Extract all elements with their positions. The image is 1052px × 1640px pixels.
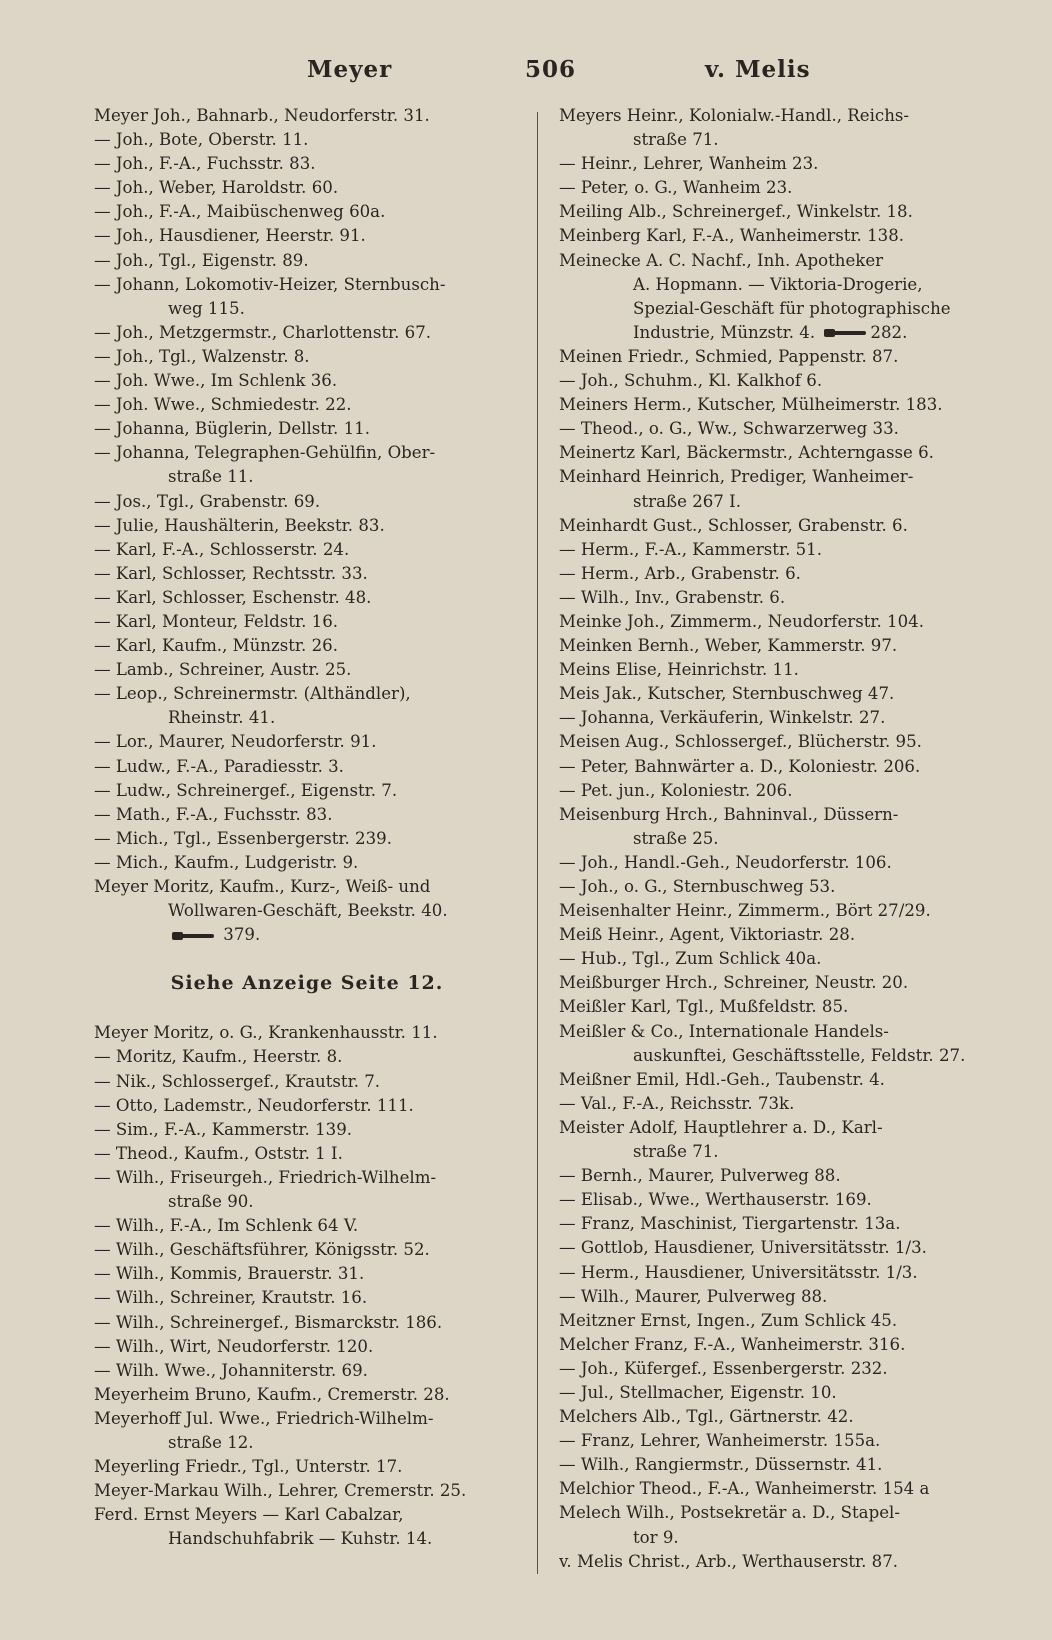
directory-entry bbox=[559, 562, 991, 586]
entry-text: straße 71. bbox=[633, 1142, 719, 1162]
directory-entry bbox=[94, 1503, 520, 1527]
directory-entry bbox=[559, 1188, 991, 1212]
entry-text: — Peter, o. G., Wanheim 23. bbox=[559, 178, 793, 198]
directory-entry bbox=[559, 1477, 991, 1501]
entry-text: — Herm., Hausdiener, Universitätsstr. 1/3. bbox=[559, 1262, 918, 1282]
entry-text: — Ludw., Schreinergef., Eigenstr. 7. bbox=[94, 780, 398, 800]
entry-text: — Bernh., Maurer, Pulverweg 88. bbox=[559, 1166, 841, 1186]
directory-entry bbox=[559, 1212, 991, 1236]
entry-text: — Joh., Hausdiener, Heerstr. 91. bbox=[94, 226, 366, 246]
directory-entry bbox=[559, 682, 991, 706]
directory-entry bbox=[94, 562, 520, 586]
entry-text: — Franz, Maschinist, Tiergartenstr. 13a. bbox=[559, 1214, 901, 1234]
directory-entry bbox=[94, 1070, 520, 1094]
entry-continuation bbox=[559, 490, 991, 514]
directory-entry bbox=[94, 803, 520, 827]
directory-entry bbox=[559, 1429, 991, 1453]
directory-entry bbox=[559, 152, 991, 176]
entry-continuation bbox=[559, 827, 991, 851]
entry-text: — Jul., Stellmacher, Eigenstr. 10. bbox=[559, 1382, 837, 1402]
directory-entry bbox=[559, 947, 991, 971]
directory-entry bbox=[94, 1479, 520, 1503]
directory-entry bbox=[94, 730, 520, 754]
entry-text: Meyerheim Bruno, Kaufm., Cremerstr. 28. bbox=[94, 1384, 450, 1404]
directory-entry bbox=[94, 369, 520, 393]
entry-text: Meisenhalter Heinr., Zimmerm., Bört 27/29. bbox=[559, 901, 931, 921]
directory-entry bbox=[559, 1020, 991, 1044]
entry-text: straße 71. bbox=[633, 130, 719, 150]
entry-text: Ferd. Ernst Meyers — Karl Cabalzar, bbox=[94, 1505, 404, 1525]
directory-entry bbox=[559, 249, 991, 273]
directory-entry bbox=[559, 610, 991, 634]
entry-text: — Herm., F.-A., Kammerstr. 51. bbox=[559, 539, 823, 559]
entry-text: — Wilh., Rangiermstr., Düssernstr. 41. bbox=[559, 1455, 883, 1475]
directory-entry bbox=[94, 1094, 520, 1118]
directory-entry bbox=[94, 1383, 520, 1407]
directory-entry bbox=[94, 1359, 520, 1383]
directory-entry bbox=[94, 1238, 520, 1262]
directory-entry bbox=[559, 1453, 991, 1477]
entry-text: — Wilh., Schreiner, Krautstr. 16. bbox=[94, 1288, 368, 1308]
directory-entry bbox=[559, 706, 991, 730]
directory-entry bbox=[559, 1381, 991, 1405]
directory-entry bbox=[559, 465, 991, 489]
directory-entry bbox=[94, 273, 520, 297]
telephone-icon bbox=[824, 328, 866, 338]
directory-entry bbox=[94, 1311, 520, 1335]
directory-entry bbox=[559, 176, 991, 200]
entry-text: — Karl, F.-A., Schlosserstr. 24. bbox=[94, 539, 350, 559]
left-column bbox=[94, 104, 520, 1551]
entry-text: Meiners Herm., Kutscher, Mülheimerstr. 183. bbox=[559, 395, 943, 415]
directory-entry bbox=[559, 1357, 991, 1381]
entry-text: straße 267 I. bbox=[633, 491, 741, 511]
entry-text: — Joh., Metzgermstr., Charlottenstr. 67. bbox=[94, 322, 432, 342]
directory-entry bbox=[559, 995, 991, 1019]
entry-continuation bbox=[559, 1526, 991, 1550]
entry-continuation bbox=[94, 1527, 520, 1551]
directory-entry bbox=[559, 1550, 991, 1574]
directory-entry bbox=[559, 755, 991, 779]
entry-text: — Joh., F.-A., Fuchsstr. 83. bbox=[94, 154, 316, 174]
entry-continuation bbox=[559, 128, 991, 152]
entry-text: — Joh., Tgl., Walzenstr. 8. bbox=[94, 346, 310, 366]
entry-text: — Joh., Tgl., Eigenstr. 89. bbox=[94, 250, 309, 270]
entry-text: — Wilh., Friseurgeh., Friedrich-Wilhelm- bbox=[94, 1167, 437, 1187]
phone-number: 379. bbox=[218, 925, 261, 945]
advertisement-notice: Siehe Anzeige Seite 12. bbox=[170, 972, 444, 995]
directory-entry bbox=[559, 1236, 991, 1260]
entry-continuation bbox=[559, 297, 991, 321]
directory-entry bbox=[94, 851, 520, 875]
entry-continuation bbox=[559, 321, 991, 345]
entry-text: Meiling Alb., Schreinergef., Winkelstr. 18. bbox=[559, 202, 913, 222]
directory-entry bbox=[559, 851, 991, 875]
directory-entry bbox=[559, 393, 991, 417]
entry-text: — Wilh., Wirt, Neudorferstr. 120. bbox=[94, 1336, 374, 1356]
directory-entry bbox=[94, 224, 520, 248]
directory-entry bbox=[94, 586, 520, 610]
directory-entry bbox=[559, 1092, 991, 1116]
entry-text: — Otto, Lademstr., Neudorferstr. 111. bbox=[94, 1095, 414, 1115]
entry-text: straße 11. bbox=[168, 467, 254, 487]
entry-text: — Karl, Schlosser, Eschenstr. 48. bbox=[94, 587, 372, 607]
entry-text: v. Melis Christ., Arb., Werthauserstr. 87. bbox=[559, 1551, 899, 1571]
directory-entry bbox=[559, 538, 991, 562]
entry-text: — Gottlob, Hausdiener, Universitätsstr. 1/3. bbox=[559, 1238, 927, 1258]
entry-text: Spezial-Geschäft für photographische bbox=[633, 298, 951, 318]
right-column bbox=[559, 104, 991, 1574]
entry-text: — Johanna, Büglerin, Dellstr. 11. bbox=[94, 419, 370, 439]
directory-entry bbox=[559, 1116, 991, 1140]
directory-entry bbox=[559, 586, 991, 610]
entry-text: Meinke Joh., Zimmerm., Neudorferstr. 104. bbox=[559, 611, 924, 631]
directory-entry bbox=[94, 1142, 520, 1166]
directory-entry bbox=[94, 1455, 520, 1479]
directory-entry bbox=[94, 1166, 520, 1190]
directory-entry bbox=[559, 441, 991, 465]
entry-text: — Wilh., Geschäftsführer, Königsstr. 52. bbox=[94, 1240, 430, 1260]
entry-text: — Johann, Lokomotiv-Heizer, Sternbusch- bbox=[94, 274, 446, 294]
directory-entry bbox=[94, 610, 520, 634]
entry-text: — Wilh., Maurer, Pulverweg 88. bbox=[559, 1286, 828, 1306]
entry-text: Meinberg Karl, F.-A., Wanheimerstr. 138. bbox=[559, 226, 905, 246]
directory-entry bbox=[559, 634, 991, 658]
entry-text: — Jos., Tgl., Grabenstr. 69. bbox=[94, 491, 321, 511]
entry-text: Handschuhfabrik — Kuhstr. 14. bbox=[168, 1529, 433, 1549]
entry-text: Meißburger Hrch., Schreiner, Neustr. 20. bbox=[559, 973, 909, 993]
entry-text: — Joh. Wwe., Schmiedestr. 22. bbox=[94, 395, 352, 415]
directory-entry bbox=[94, 321, 520, 345]
directory-entry bbox=[94, 490, 520, 514]
entry-text: — Joh., Bote, Oberstr. 11. bbox=[94, 130, 309, 150]
directory-entry bbox=[559, 417, 991, 441]
directory-entry bbox=[94, 1118, 520, 1142]
entry-text: — Karl, Monteur, Feldstr. 16. bbox=[94, 611, 339, 631]
entry-text: — Joh. Wwe., Im Schlenk 36. bbox=[94, 371, 338, 391]
entry-text: — Mich., Tgl., Essenbergerstr. 239. bbox=[94, 828, 392, 848]
directory-entry bbox=[559, 803, 991, 827]
entry-text: — Wilh., Inv., Grabenstr. 6. bbox=[559, 587, 786, 607]
entry-text: Meyer Moritz, Kaufm., Kurz-, Weiß- und bbox=[94, 877, 431, 896]
entry-text: Meister Adolf, Hauptlehrer a. D., Karl- bbox=[559, 1117, 883, 1137]
directory-entry bbox=[94, 1335, 520, 1359]
phone-number: 282. bbox=[870, 322, 908, 342]
directory-entry bbox=[559, 224, 991, 248]
directory-entry bbox=[559, 875, 991, 899]
entry-text: Meyerling Friedr., Tgl., Unterstr. 17. bbox=[94, 1457, 403, 1477]
entry-continuation bbox=[559, 1044, 991, 1068]
entry-text: Meyers Heinr., Kolonialw.-Handl., Reichs- bbox=[559, 106, 910, 125]
entry-text: straße 90. bbox=[168, 1192, 254, 1212]
directory-entry bbox=[94, 1262, 520, 1286]
directory-entry bbox=[559, 1405, 991, 1429]
directory-entry bbox=[559, 1333, 991, 1357]
entry-text: — Peter, Bahnwärter a. D., Koloniestr. 206. bbox=[559, 756, 921, 776]
directory-entry bbox=[559, 923, 991, 947]
entry-text: — Julie, Haushälterin, Beekstr. 83. bbox=[94, 515, 385, 535]
directory-entry bbox=[559, 1309, 991, 1333]
running-head-left: Meyer bbox=[307, 56, 393, 83]
entry-text: straße 12. bbox=[168, 1432, 254, 1452]
entry-continuation bbox=[94, 297, 520, 321]
entry-continuation bbox=[94, 465, 520, 489]
entry-text: tor 9. bbox=[633, 1527, 679, 1547]
directory-entry bbox=[559, 514, 991, 538]
entry-text: Meis Jak., Kutscher, Sternbuschweg 47. bbox=[559, 684, 895, 704]
entry-text: A. Hopmann. — Viktoria-Drogerie, bbox=[633, 274, 923, 294]
entry-text: — Elisab., Wwe., Werthauserstr. 169. bbox=[559, 1190, 872, 1210]
entry-text: — Wilh. Wwe., Johanniterstr. 69. bbox=[94, 1360, 368, 1380]
entry-text: Meyerhoff Jul. Wwe., Friedrich-Wilhelm- bbox=[94, 1408, 434, 1428]
entry-text: Meiß Heinr., Agent, Viktoriastr. 28. bbox=[559, 925, 856, 945]
directory-entry bbox=[559, 1164, 991, 1188]
entry-text: Meißler Karl, Tgl., Mußfeldstr. 85. bbox=[559, 997, 849, 1017]
entry-text: — Nik., Schlossergef., Krautstr. 7. bbox=[94, 1071, 381, 1091]
directory-entry bbox=[559, 200, 991, 224]
directory-entry bbox=[559, 369, 991, 393]
entry-text: Melcher Franz, F.-A., Wanheimerstr. 316. bbox=[559, 1334, 906, 1354]
entry-text: — Johanna, Verkäuferin, Winkelstr. 27. bbox=[559, 708, 886, 728]
entry-text: — Math., F.-A., Fuchsstr. 83. bbox=[94, 804, 333, 824]
directory-entry bbox=[94, 1021, 520, 1045]
directory-entry bbox=[94, 1045, 520, 1069]
entry-text: Meisenburg Hrch., Bahninval., Düssern- bbox=[559, 804, 899, 824]
entry-text: — Heinr., Lehrer, Wanheim 23. bbox=[559, 154, 819, 174]
directory-entry bbox=[559, 730, 991, 754]
directory-entry bbox=[94, 875, 520, 899]
entry-text: — Wilh., Schreinergef., Bismarckstr. 186. bbox=[94, 1312, 443, 1332]
phone-number-line bbox=[94, 923, 520, 947]
directory-entry bbox=[94, 634, 520, 658]
entry-text: — Leop., Schreinermstr. (Althändler), bbox=[94, 684, 411, 704]
entry-text: Meinecke A. C. Nachf., Inh. Apotheker bbox=[559, 250, 884, 270]
directory-entry bbox=[559, 1501, 991, 1525]
page-number: 506 bbox=[525, 56, 577, 83]
entry-text: Rheinstr. 41. bbox=[168, 708, 276, 728]
entry-text: — Joh., Weber, Haroldstr. 60. bbox=[94, 178, 339, 198]
entry-text: — Joh., o. G., Sternbuschweg 53. bbox=[559, 877, 836, 896]
directory-entry bbox=[94, 1286, 520, 1310]
directory-entry bbox=[94, 827, 520, 851]
directory-entry bbox=[559, 971, 991, 995]
directory-entry bbox=[94, 200, 520, 224]
directory-entry bbox=[94, 128, 520, 152]
entry-text: Melech Wilh., Postsekretär a. D., Stapel- bbox=[559, 1503, 900, 1523]
entry-text: Meinen Friedr., Schmied, Pappenstr. 87. bbox=[559, 346, 899, 366]
entry-text: — Pet. jun., Koloniestr. 206. bbox=[559, 780, 793, 800]
entry-text: — Joh., Handl.-Geh., Neudorferstr. 106. bbox=[559, 852, 892, 872]
entry-text: — Johanna, Telegraphen-Gehülfin, Ober- bbox=[94, 443, 436, 463]
directory-entry bbox=[94, 393, 520, 417]
directory-entry bbox=[94, 755, 520, 779]
directory-entry bbox=[94, 345, 520, 369]
entry-text: — Herm., Arb., Grabenstr. 6. bbox=[559, 563, 801, 583]
directory-entry bbox=[94, 1407, 520, 1431]
entry-continuation bbox=[94, 1190, 520, 1214]
entry-text: Melchior Theod., F.-A., Wanheimerstr. 154 a bbox=[559, 1479, 930, 1499]
entry-text: — Lor., Maurer, Neudorferstr. 91. bbox=[94, 732, 377, 752]
directory-entry bbox=[94, 441, 520, 465]
entry-continuation bbox=[559, 273, 991, 297]
directory-entry bbox=[94, 176, 520, 200]
entry-text: — Joh., Küfergef., Essenbergerstr. 232. bbox=[559, 1358, 888, 1378]
directory-entry bbox=[94, 779, 520, 803]
entry-text: — Karl, Kaufm., Münzstr. 26. bbox=[94, 636, 338, 656]
entry-text: Meißner Emil, Hdl.-Geh., Taubenstr. 4. bbox=[559, 1069, 885, 1089]
entry-text: Meisen Aug., Schlossergef., Blücherstr. 95. bbox=[559, 732, 922, 752]
entry-text: weg 115. bbox=[168, 298, 245, 318]
directory-entry bbox=[94, 1214, 520, 1238]
entry-text: Wollwaren-Geschäft, Beekstr. 40. bbox=[168, 901, 448, 921]
telephone-icon bbox=[172, 931, 214, 941]
entry-text: — Wilh., F.-A., Im Schlenk 64 V. bbox=[94, 1216, 359, 1236]
directory-entry bbox=[94, 152, 520, 176]
entry-text: Meins Elise, Heinrichstr. 11. bbox=[559, 660, 799, 680]
entry-continuation bbox=[559, 1140, 991, 1164]
entry-text: Meinhardt Gust., Schlosser, Grabenstr. 6. bbox=[559, 515, 908, 535]
entry-text: auskunftei, Geschäftsstelle, Feldstr. 27. bbox=[633, 1045, 966, 1065]
entry-text: Meinertz Karl, Bäckermstr., Achterngasse 6. bbox=[559, 443, 934, 463]
running-head-right: v. Melis bbox=[705, 56, 811, 83]
entry-text: — Wilh., Kommis, Brauerstr. 31. bbox=[94, 1264, 365, 1284]
entry-text: — Val., F.-A., Reichsstr. 73k. bbox=[559, 1093, 795, 1113]
entry-text: Meißler & Co., Internationale Handels- bbox=[559, 1021, 889, 1041]
directory-entry bbox=[559, 658, 991, 682]
entry-text: — Joh., F.-A., Maibüschenweg 60a. bbox=[94, 202, 386, 222]
entry-continuation bbox=[94, 706, 520, 730]
directory-entry bbox=[94, 104, 520, 128]
entry-text: Meitzner Ernst, Ingen., Zum Schlick 45. bbox=[559, 1310, 898, 1330]
directory-entry bbox=[559, 104, 991, 128]
entry-text: — Franz, Lehrer, Wanheimerstr. 155a. bbox=[559, 1431, 881, 1451]
entry-text: — Theod., o. G., Ww., Schwarzerweg 33. bbox=[559, 419, 899, 439]
directory-entry bbox=[559, 899, 991, 923]
column-divider bbox=[537, 112, 538, 1574]
directory-entry bbox=[559, 1068, 991, 1092]
entry-text: Meinhard Heinrich, Prediger, Wanheimer- bbox=[559, 467, 914, 487]
directory-entry bbox=[94, 417, 520, 441]
entry-continuation bbox=[94, 899, 520, 923]
directory-entry bbox=[94, 249, 520, 273]
entry-text: — Hub., Tgl., Zum Schlick 40a. bbox=[559, 949, 822, 969]
directory-entry bbox=[559, 1285, 991, 1309]
entry-text: — Mich., Kaufm., Ludgeristr. 9. bbox=[94, 852, 359, 872]
entry-text: — Sim., F.-A., Kammerstr. 139. bbox=[94, 1119, 353, 1139]
directory-entry bbox=[559, 1261, 991, 1285]
entry-text: — Moritz, Kaufm., Heerstr. 8. bbox=[94, 1047, 343, 1067]
entry-text: Industrie, Münzstr. 4. bbox=[633, 322, 816, 342]
directory-entry bbox=[94, 682, 520, 706]
entry-text: — Karl, Schlosser, Rechtsstr. 33. bbox=[94, 563, 368, 583]
directory-entry bbox=[94, 538, 520, 562]
entry-text: — Theod., Kaufm., Oststr. 1 I. bbox=[94, 1143, 343, 1163]
directory-entry bbox=[94, 514, 520, 538]
entry-text: Meyer Moritz, o. G., Krankenhausstr. 11. bbox=[94, 1023, 438, 1043]
entry-text: straße 25. bbox=[633, 828, 719, 848]
entry-text: Melchers Alb., Tgl., Gärtnerstr. 42. bbox=[559, 1407, 854, 1427]
entry-continuation bbox=[94, 1431, 520, 1455]
entry-text: Meyer Joh., Bahnarb., Neudorferstr. 31. bbox=[94, 106, 430, 125]
entry-text: — Ludw., F.-A., Paradiesstr. 3. bbox=[94, 756, 344, 776]
entry-text: Meyer-Markau Wilh., Lehrer, Cremerstr. 25. bbox=[94, 1481, 467, 1501]
directory-entry bbox=[559, 345, 991, 369]
entry-text: — Lamb., Schreiner, Austr. 25. bbox=[94, 660, 352, 680]
entry-text: Meinken Bernh., Weber, Kammerstr. 97. bbox=[559, 636, 898, 656]
directory-entry bbox=[559, 779, 991, 803]
directory-entry bbox=[94, 658, 520, 682]
entry-text: — Joh., Schuhm., Kl. Kalkhof 6. bbox=[559, 371, 823, 391]
